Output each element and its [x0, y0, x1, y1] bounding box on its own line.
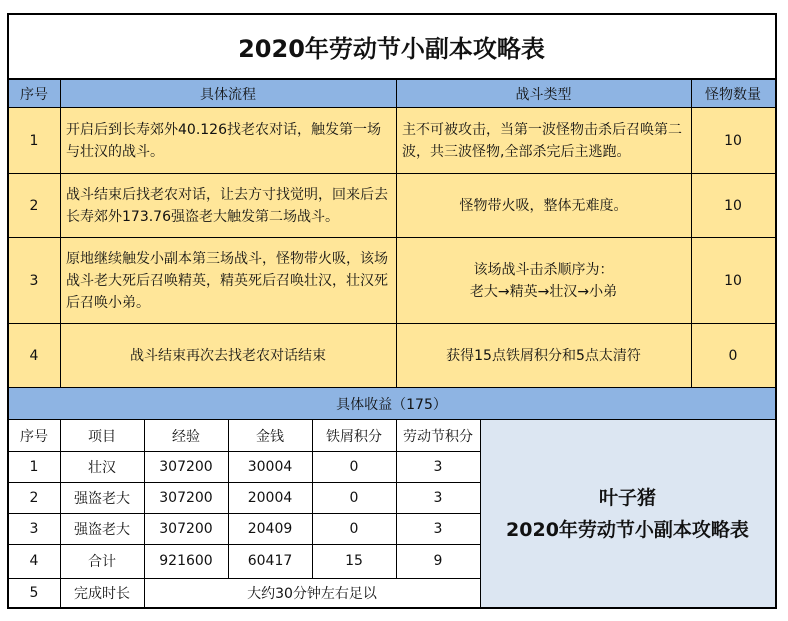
income-row-3-money: 20409: [228, 513, 312, 544]
step-1-monster-count: 10: [691, 108, 775, 174]
step-4-battle-type: 获得15点铁屑积分和5点太清符: [396, 324, 691, 388]
header-monster-count: 怪物数量: [691, 80, 775, 108]
step-2-seq: 2: [8, 174, 60, 238]
income-row-2-exp: 307200: [144, 482, 228, 513]
step-1-seq: 1: [8, 108, 60, 174]
step-4-seq: 4: [8, 324, 60, 388]
income-row-1-exp: 307200: [144, 451, 228, 482]
income-header-labor-points: 劳动节积分: [396, 420, 480, 451]
duration-value: 大约30分钟左右足以: [144, 578, 480, 608]
income-header-seq: 序号: [8, 420, 60, 451]
income-row-3-labor-points: 3: [396, 513, 480, 544]
income-row-4-iron-points: 15: [312, 544, 396, 578]
income-row-4-seq: 4: [8, 544, 60, 578]
income-row-1-money: 30004: [228, 451, 312, 482]
header-flow: 具体流程: [60, 80, 396, 108]
step-3-flow: 原地继续触发小副本第三场战斗，怪物带火吸，该场战斗老大死后召唤精英，精英死后召唤壮汉，壮汉死后召唤小弟。: [60, 238, 396, 324]
step-3-battle-type: [396, 238, 691, 324]
side-panel-brand: 叶子猪: [598, 487, 656, 509]
step-3-battle-line-1: 该场战斗击杀顺序为：: [473, 262, 614, 278]
duration-seq: 5: [8, 578, 60, 608]
step-2-battle-type: 怪物带火吸，整体无难度。: [396, 174, 691, 238]
income-header-exp: 经验: [144, 420, 228, 451]
side-panel-title: 2020年劳动节小副本攻略表: [506, 519, 749, 541]
income-row-1-seq: 1: [8, 451, 60, 482]
income-row-3-iron-points: 0: [312, 513, 396, 544]
sheet-title: 2020年劳动节小副本攻略表: [238, 34, 545, 63]
duration-label: 完成时长: [60, 578, 144, 608]
income-row-4-item: 合计: [60, 544, 144, 578]
header-battle-type: 战斗类型: [396, 80, 691, 108]
income-row-4-money: 60417: [228, 544, 312, 578]
step-4-flow: 战斗结束再次去找老农对话结束: [60, 324, 396, 388]
income-row-3-item: 强盗老大: [60, 513, 144, 544]
income-row-3-seq: 3: [8, 513, 60, 544]
income-row-2-item: 强盗老大: [60, 482, 144, 513]
income-row-1-iron-points: 0: [312, 451, 396, 482]
income-header-money: 金钱: [228, 420, 312, 451]
step-2-monster-count: 10: [691, 174, 775, 238]
income-row-2-money: 20004: [228, 482, 312, 513]
side-panel: [480, 420, 775, 608]
income-row-2-iron-points: 0: [312, 482, 396, 513]
step-2-flow: 战斗结束后找老农对话，让去方寸找觉明，回来后去长寿郊外173.76强盗老大触发第二场战斗。: [60, 174, 396, 238]
header-seq: 序号: [8, 80, 60, 108]
income-row-4-exp: 921600: [144, 544, 228, 578]
income-row-1-item: 壮汉: [60, 451, 144, 482]
income-title: 具体收益（175）: [8, 388, 775, 420]
income-row-4-labor-points: 9: [396, 544, 480, 578]
step-1-battle-type: 主不可被攻击，当第一波怪物击杀后召唤第二波，共三波怪物,全部杀完后主逃跑。: [396, 108, 691, 174]
step-1-flow: 开启后到长寿郊外40.126找老农对话，触发第一场与壮汉的战斗。: [60, 108, 396, 174]
step-3-seq: 3: [8, 238, 60, 324]
income-header-item: 项目: [60, 420, 144, 451]
income-row-3-exp: 307200: [144, 513, 228, 544]
step-3-battle-line-2: 老大→精英→壮汉→小弟: [469, 284, 618, 300]
income-row-2-seq: 2: [8, 482, 60, 513]
income-row-1-labor-points: 3: [396, 451, 480, 482]
income-header-iron-points: 铁屑积分: [312, 420, 396, 451]
step-4-monster-count: 0: [691, 324, 775, 388]
step-3-monster-count: 10: [691, 238, 775, 324]
income-row-2-labor-points: 3: [396, 482, 480, 513]
